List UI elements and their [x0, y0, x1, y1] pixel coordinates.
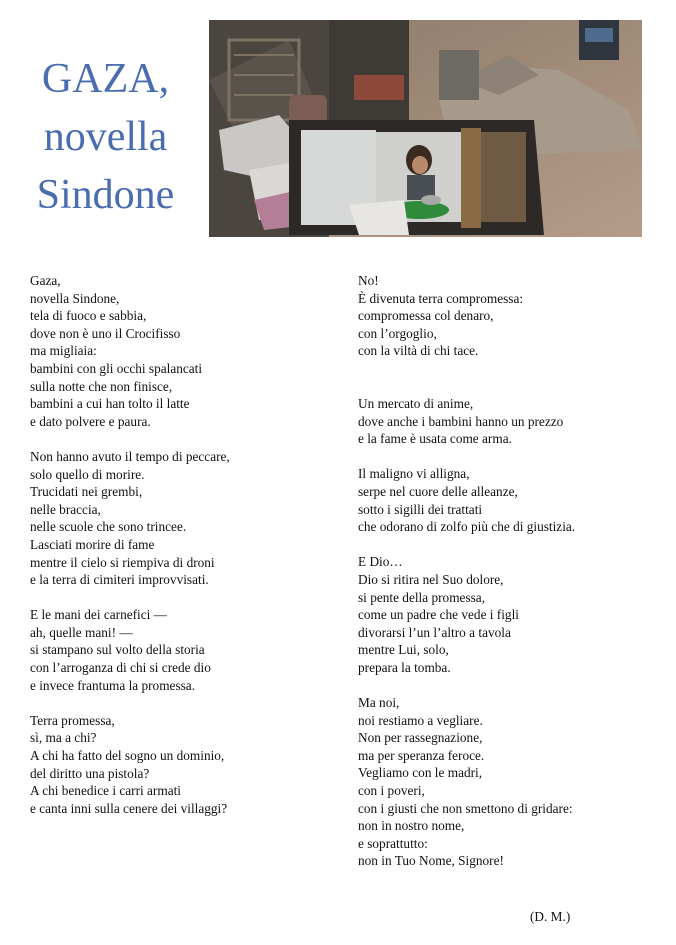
verse-line: e la fame è usata come arma.: [358, 431, 512, 447]
verse-line: Gaza,: [30, 273, 61, 288]
verse-line: ah, quelle mani! —: [30, 624, 133, 640]
verse-line: Lasciati morire di fame: [30, 536, 155, 552]
verse-line: prepara la tomba.: [358, 659, 451, 675]
verse-line: E Dio…: [358, 554, 403, 570]
verse-line: Non hanno avuto il tempo di peccare,: [30, 448, 230, 464]
verse-line: ma per speranza feroce.: [358, 747, 485, 763]
verse-line: non in Tuo Nome, Signore!: [358, 853, 504, 869]
verse-line: bambini con gli occhi spalancati: [30, 360, 203, 376]
verse-line: E le mani dei carnefici —: [30, 607, 167, 623]
title-line-1: GAZA,: [41, 56, 170, 102]
stanza: [358, 465, 658, 535]
verse-line: dove anche i bambini hanno un prezzo: [358, 413, 564, 429]
stanza: [358, 272, 658, 360]
verse-line: si stampano sul volto della storia: [30, 642, 205, 658]
verse-line: A chi ha fatto del sogno un dominio,: [30, 748, 225, 764]
author-signature: (D. M.): [530, 909, 571, 924]
verse-line: serpe nel cuore delle alleanze,: [358, 483, 518, 499]
verse-line: Ma noi,: [358, 695, 400, 711]
verse-line: come un padre che vede i figli: [358, 607, 519, 623]
verse-line: che odorano di zolfo più che di giustizia.: [358, 519, 576, 535]
title-line-3: Sindone: [36, 172, 175, 218]
stanza: [358, 395, 658, 448]
stanza: [30, 712, 330, 818]
verse-line: nelle scuole che sono trincee.: [30, 519, 187, 535]
verse-line: Il maligno vi alligna,: [358, 466, 470, 482]
poem-title: [18, 50, 193, 224]
verse-line: e la terra di cimiteri improvvisati.: [30, 572, 209, 588]
verse-line: dove non è uno il Crocifisso: [30, 325, 181, 341]
verse-line: sulla notte che non finisce,: [30, 378, 173, 394]
stanza: [358, 553, 658, 676]
verse-line: si pente della promessa,: [358, 589, 486, 605]
verse-line: con i giusti che non smettono di gridare:: [358, 800, 573, 816]
verse-line: noi restiamo a vegliare.: [358, 712, 483, 728]
verse-line: e soprattutto:: [358, 835, 428, 851]
verse-line: sotto i sigilli dei trattati: [358, 501, 483, 517]
verse-line: solo quello di morire.: [30, 466, 145, 482]
stanza: [30, 272, 330, 430]
verse-line: Dio si ritira nel Suo dolore,: [358, 571, 504, 587]
verse-line: ma migliaia:: [30, 343, 97, 359]
verse-line: tela di fuoco e sabbia,: [30, 308, 147, 324]
poem-right-column: [358, 272, 658, 888]
verse-line: No!: [358, 273, 379, 288]
stanza: [30, 606, 330, 694]
verse-line: con l’orgoglio,: [358, 325, 437, 341]
verse-line: e canta inni sulla cenere dei villaggi?: [30, 800, 228, 816]
title-line-2: novella: [43, 114, 168, 160]
verse-line: nelle braccia,: [30, 501, 101, 517]
verse-line: Trucidati nei grembi,: [30, 484, 143, 500]
photo-illustration: [209, 20, 642, 237]
verse-line: novella Sindone,: [30, 290, 120, 306]
verse-line: del diritto una pistola?: [30, 765, 150, 781]
poem-left-column: [30, 272, 330, 835]
verse-line: sì, ma a chi?: [30, 730, 97, 746]
verse-line: Vegliamo con le madri,: [358, 765, 483, 781]
verse-line: Un mercato di anime,: [358, 395, 474, 411]
verse-line: compromessa col denaro,: [358, 308, 494, 324]
verse-line: Non per rassegnazione,: [358, 730, 483, 746]
verse-line: con l’arroganza di chi si crede dio: [30, 660, 211, 676]
verse-line: Terra promessa,: [30, 712, 115, 728]
stanza: [30, 448, 330, 589]
verse-line: bambini a cui han tolto il latte: [30, 396, 190, 412]
verse-line: con la viltà di chi tace.: [358, 343, 479, 359]
verse-line: mentre Lui, solo,: [358, 642, 449, 658]
verse-line: e dato polvere e paura.: [30, 413, 151, 429]
verse-line: mentre il cielo si riempiva di droni: [30, 554, 215, 570]
verse-line: e invece frantuma la promessa.: [30, 677, 196, 693]
stanza: [358, 694, 658, 870]
verse-line: A chi benedice i carri armati: [30, 783, 181, 799]
verse-line: con i poveri,: [358, 783, 425, 799]
gaza-photo: [209, 20, 642, 237]
verse-line: divorarsi l’un l’altro a tavola: [358, 624, 511, 640]
verse-line: È divenuta terra compromessa:: [358, 290, 524, 306]
verse-line: non in nostro nome,: [358, 818, 465, 834]
